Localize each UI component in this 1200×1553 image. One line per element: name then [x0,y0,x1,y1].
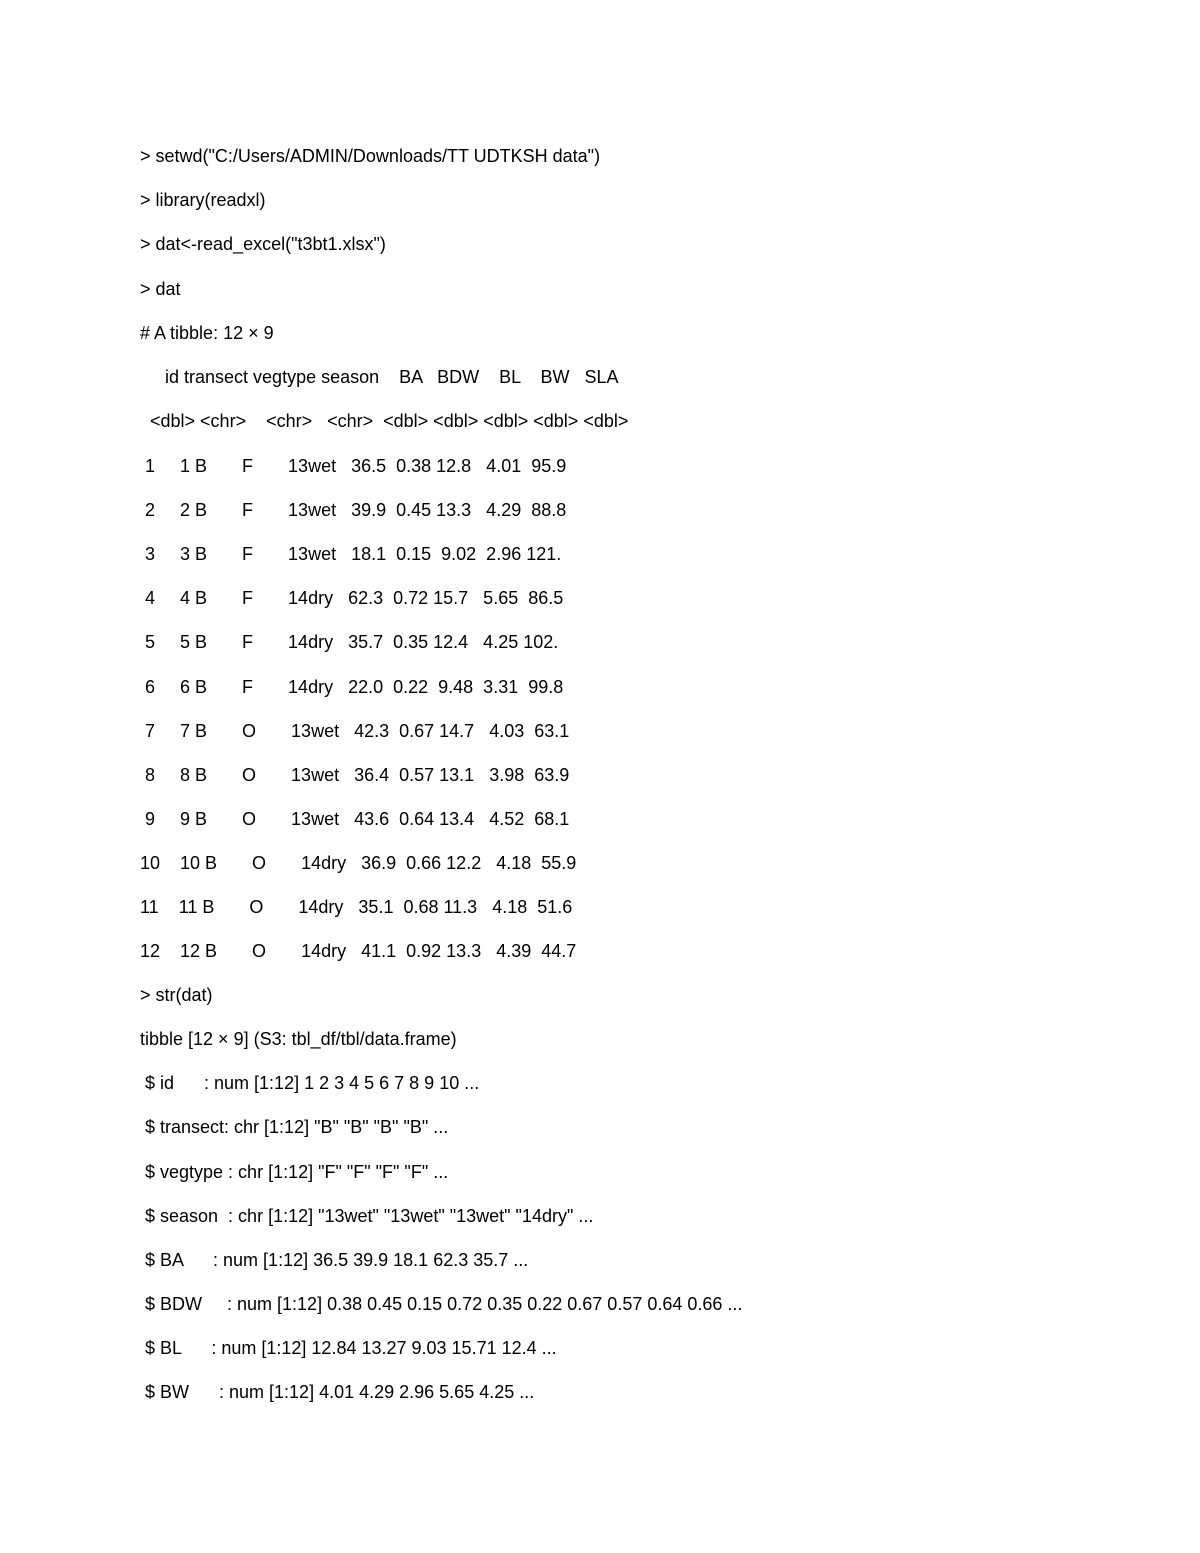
str-field-ba: $ BA : num [1:12] 36.5 39.9 18.1 62.3 35.7 ... [140,1250,529,1270]
console-line-str: > str(dat) [140,985,213,1005]
tibble-row: 7 7 B O 13wet 42.3 0.67 14.7 4.03 63.1 [140,721,570,741]
tibble-row: 9 9 B O 13wet 43.6 0.64 13.4 4.52 68.1 [140,809,570,829]
console-line-setwd: > setwd("C:/Users/ADMIN/Downloads/TT UDTKSH data") [140,146,601,166]
tibble-row: 6 6 B F 14dry 22.0 0.22 9.48 3.31 99.8 [140,677,564,697]
str-field-transect: $ transect: chr [1:12] "B" "B" "B" "B" ... [140,1117,449,1137]
tibble-row: 12 12 B O 14dry 41.1 0.92 13.3 4.39 44.7 [140,941,577,961]
tibble-row: 3 3 B F 13wet 18.1 0.15 9.02 2.96 121. [140,544,562,564]
str-field-id: $ id : num [1:12] 1 2 3 4 5 6 7 8 9 10 ... [140,1073,480,1093]
tibble-row: 8 8 B O 13wet 36.4 0.57 13.1 3.98 63.9 [140,765,570,785]
tibble-row: 4 4 B F 14dry 62.3 0.72 15.7 5.65 86.5 [140,588,564,608]
console-line-library: > library(readxl) [140,190,266,210]
str-field-bw: $ BW : num [1:12] 4.01 4.29 2.96 5.65 4.25 ... [140,1382,535,1402]
console-line-read-excel: > dat<-read_excel("t3bt1.xlsx") [140,234,386,254]
str-field-season: $ season : chr [1:12] "13wet" "13wet" "13wet" "14dry" ... [140,1206,594,1226]
str-field-vegtype: $ vegtype : chr [1:12] "F" "F" "F" "F" ... [140,1162,449,1182]
tibble-row: 10 10 B O 14dry 36.9 0.66 12.2 4.18 55.9 [140,853,577,873]
tibble-row: 5 5 B F 14dry 35.7 0.35 12.4 4.25 102. [140,632,559,652]
tibble-row: 2 2 B F 13wet 39.9 0.45 13.3 4.29 88.8 [140,500,567,520]
tibble-column-names: id transect vegtype season BA BDW BL BW SLA [140,367,619,387]
str-field-bdw: $ BDW : num [1:12] 0.38 0.45 0.15 0.72 0.35 0.22 0.67 0.57 0.64 0.66 ... [140,1294,743,1314]
str-field-bl: $ BL : num [1:12] 12.84 13.27 9.03 15.71 12.4 ... [140,1338,557,1358]
tibble-header: # A tibble: 12 × 9 [140,323,274,343]
tibble-row: 11 11 B O 14dry 35.1 0.68 11.3 4.18 51.6 [140,897,573,917]
tibble-row: 1 1 B F 13wet 36.5 0.38 12.8 4.01 95.9 [140,456,567,476]
console-line-dat: > dat [140,279,181,299]
str-header: tibble [12 × 9] (S3: tbl_df/tbl/data.frame) [140,1029,457,1049]
tibble-column-types: <dbl> <chr> <chr> <chr> <dbl> <dbl> <dbl> <dbl> <dbl> [140,411,629,431]
